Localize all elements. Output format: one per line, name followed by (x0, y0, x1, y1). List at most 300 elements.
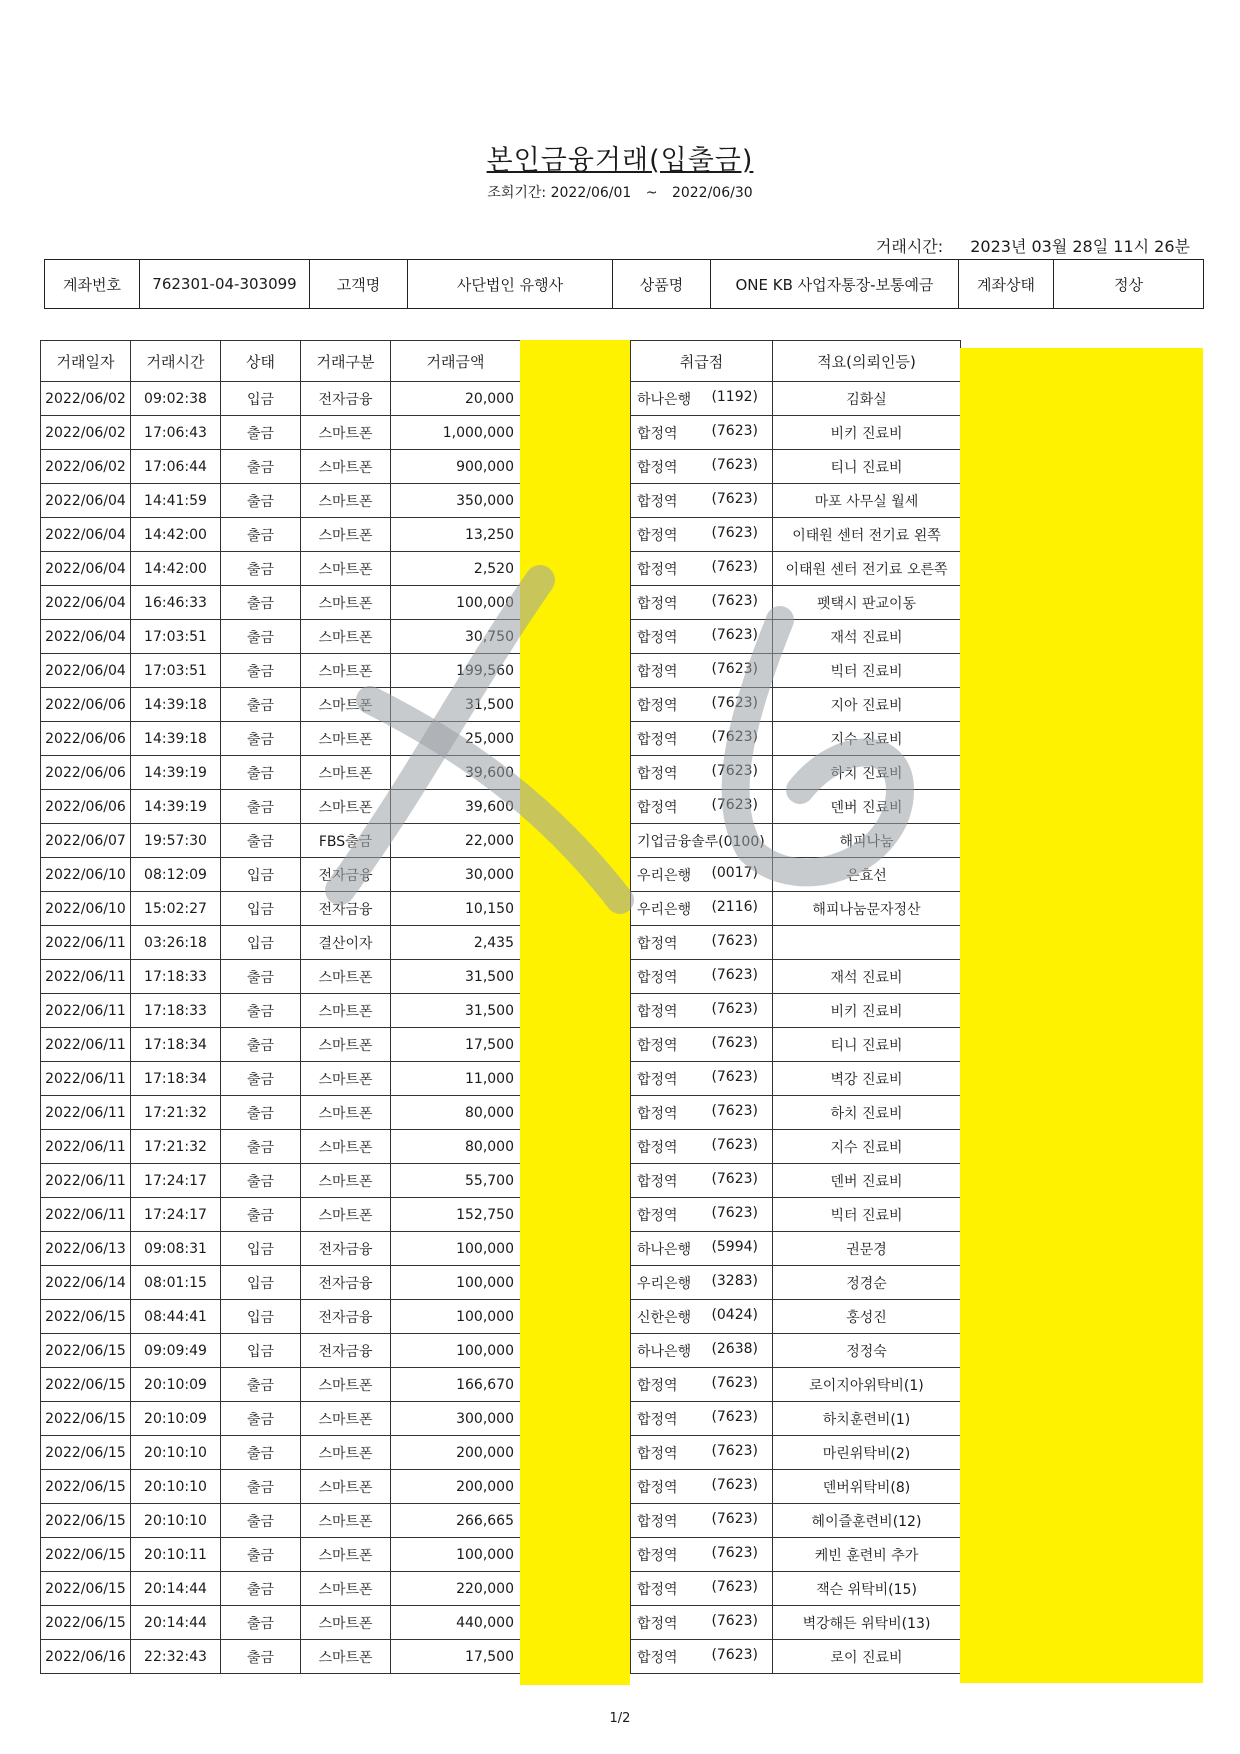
branch-cell (631, 1504, 773, 1538)
time-cell: 20:10:10 (131, 1504, 221, 1538)
amount-cell: 100,000 (391, 1334, 521, 1368)
branch-cell (631, 1640, 773, 1674)
table-row (41, 484, 521, 518)
memo-cell: 정경순 (773, 1266, 961, 1300)
time-cell: 20:14:44 (131, 1572, 221, 1606)
branch-name: 합정역 (637, 493, 678, 510)
table-row (41, 1504, 521, 1538)
branch-wrap (631, 1443, 772, 1463)
memo-cell: 지아 진료비 (773, 688, 961, 722)
branch-cell (631, 1130, 773, 1164)
date-cell: 2022/06/13 (41, 1232, 131, 1266)
table-row (631, 1198, 961, 1232)
type-cell: 스마트폰 (301, 960, 391, 994)
branch-wrap (631, 967, 772, 987)
time-cell: 03:26:18 (131, 926, 221, 960)
branch-code: (7623) (711, 762, 758, 779)
branch-code: (7623) (711, 660, 758, 677)
table-row (41, 1130, 521, 1164)
period-label: 조회기간: (487, 185, 547, 201)
type-cell: 스마트폰 (301, 1198, 391, 1232)
table-row (41, 1096, 521, 1130)
branch-wrap (631, 729, 772, 749)
branch-name: 합정역 (637, 1615, 678, 1632)
status-cell: 입금 (221, 1300, 301, 1334)
branch-code: (7623) (711, 1068, 758, 1085)
amount-cell: 350,000 (391, 484, 521, 518)
time-cell: 17:18:34 (131, 1028, 221, 1062)
branch-code: (7623) (711, 1374, 758, 1391)
header-cell: 거래일자 (41, 341, 131, 382)
date-cell: 2022/06/02 (41, 450, 131, 484)
table-row (41, 858, 521, 892)
type-cell: 스마트폰 (301, 790, 391, 824)
branch-code: (7623) (711, 490, 758, 507)
table-row (41, 1232, 521, 1266)
amount-cell: 440,000 (391, 1606, 521, 1640)
branch-cell (631, 518, 773, 552)
customer-name: 사단법인 유행사 (408, 260, 613, 309)
time-cell: 20:14:44 (131, 1606, 221, 1640)
branch-code: (7623) (711, 1544, 758, 1561)
table-row (41, 824, 521, 858)
status-cell: 출금 (221, 790, 301, 824)
table-row (631, 1504, 961, 1538)
amount-cell: 100,000 (391, 1538, 521, 1572)
product-label: 상품명 (613, 260, 711, 309)
branch-name: 합정역 (637, 561, 678, 578)
status-cell: 출금 (221, 1470, 301, 1504)
type-cell: 스마트폰 (301, 1028, 391, 1062)
type-cell: 전자금융 (301, 858, 391, 892)
time-cell: 08:12:09 (131, 858, 221, 892)
time-cell: 17:18:34 (131, 1062, 221, 1096)
type-cell: 스마트폰 (301, 1572, 391, 1606)
header-cell: 상태 (221, 341, 301, 382)
type-cell: 전자금융 (301, 892, 391, 926)
time-cell: 14:41:59 (131, 484, 221, 518)
amount-cell: 100,000 (391, 1232, 521, 1266)
time-cell: 14:39:19 (131, 756, 221, 790)
table-row (41, 1402, 521, 1436)
branch-code: (7623) (711, 558, 758, 575)
branch-cell (631, 1096, 773, 1130)
branch-cell (631, 450, 773, 484)
time-cell: 14:39:19 (131, 790, 221, 824)
amount-cell: 152,750 (391, 1198, 521, 1232)
header-cell: 거래시간 (131, 341, 221, 382)
status-cell: 출금 (221, 1062, 301, 1096)
table-row (41, 722, 521, 756)
branch-code: (7623) (711, 1442, 758, 1459)
redaction-block-right (960, 348, 1203, 1683)
status-cell: 출금 (221, 994, 301, 1028)
table-row (41, 450, 521, 484)
table-row (41, 1640, 521, 1674)
branch-cell (631, 892, 773, 926)
type-cell: 스마트폰 (301, 518, 391, 552)
table-row (631, 994, 961, 1028)
branch-name: 합정역 (637, 799, 678, 816)
type-cell: 스마트폰 (301, 654, 391, 688)
table-row (631, 1402, 961, 1436)
branch-code: (7623) (711, 1408, 758, 1425)
amount-cell: 100,000 (391, 1266, 521, 1300)
table-row (41, 1368, 521, 1402)
status-cell: 출금 (221, 688, 301, 722)
time-cell: 20:10:11 (131, 1538, 221, 1572)
type-cell: 스마트폰 (301, 1470, 391, 1504)
time-cell: 20:10:10 (131, 1470, 221, 1504)
date-cell: 2022/06/04 (41, 552, 131, 586)
transaction-table-right (630, 340, 961, 1674)
status-cell: 출금 (221, 824, 301, 858)
date-cell: 2022/06/15 (41, 1606, 131, 1640)
branch-code: (7623) (711, 932, 758, 949)
table-row (631, 926, 961, 960)
branch-cell (631, 1062, 773, 1096)
amount-cell: 100,000 (391, 586, 521, 620)
branch-name: 합정역 (637, 1513, 678, 1530)
amount-cell: 166,670 (391, 1368, 521, 1402)
amount-cell: 30,750 (391, 620, 521, 654)
table-row (41, 892, 521, 926)
branch-wrap (631, 525, 772, 545)
status-cell: 출금 (221, 620, 301, 654)
branch-wrap (631, 1069, 772, 1089)
table-row (631, 450, 961, 484)
amount-cell: 80,000 (391, 1096, 521, 1130)
memo-cell: 하치 진료비 (773, 756, 961, 790)
table-row (631, 1470, 961, 1504)
branch-wrap (631, 1035, 772, 1055)
branch-name: 합정역 (637, 1037, 678, 1054)
branch-wrap (631, 491, 772, 511)
branch-cell (631, 1368, 773, 1402)
branch-name: 합정역 (637, 1105, 678, 1122)
branch-name: 합정역 (637, 1377, 678, 1394)
table-row (41, 620, 521, 654)
table-row (41, 1538, 521, 1572)
branch-wrap (631, 1375, 772, 1395)
branch-name: 우리은행 (637, 867, 692, 884)
branch-name: 합정역 (637, 595, 678, 612)
branch-name: 합정역 (637, 1547, 678, 1564)
transaction-table-left (40, 340, 521, 1674)
branch-code: (7623) (711, 1646, 758, 1663)
status-cell: 출금 (221, 1436, 301, 1470)
status-cell: 출금 (221, 586, 301, 620)
date-cell: 2022/06/16 (41, 1640, 131, 1674)
memo-cell: 재석 진료비 (773, 960, 961, 994)
branch-wrap (631, 1613, 772, 1633)
memo-cell: 지수 진료비 (773, 1130, 961, 1164)
date-cell: 2022/06/15 (41, 1470, 131, 1504)
time-cell: 14:39:18 (131, 722, 221, 756)
time-cell: 17:21:32 (131, 1130, 221, 1164)
status-cell: 출금 (221, 1538, 301, 1572)
memo-cell (773, 926, 961, 960)
table-row (631, 1164, 961, 1198)
table-row (41, 926, 521, 960)
type-cell: 스마트폰 (301, 688, 391, 722)
table-row (631, 552, 961, 586)
type-cell: 전자금융 (301, 1334, 391, 1368)
time-cell: 08:44:41 (131, 1300, 221, 1334)
branch-cell (631, 586, 773, 620)
type-cell: 스마트폰 (301, 994, 391, 1028)
branch-cell (631, 960, 773, 994)
table-row (631, 620, 961, 654)
branch-wrap (631, 865, 772, 885)
type-cell: 스마트폰 (301, 416, 391, 450)
table-row (631, 484, 961, 518)
status-cell: 출금 (221, 1130, 301, 1164)
branch-name: 합정역 (637, 1207, 678, 1224)
time-cell: 17:24:17 (131, 1198, 221, 1232)
branch-code: (7623) (711, 422, 758, 439)
branch-cell (631, 1164, 773, 1198)
branch-name: 하나은행 (637, 1241, 692, 1258)
branch-code: (7623) (711, 524, 758, 541)
branch-code: (7623) (711, 1476, 758, 1493)
table-row (41, 1062, 521, 1096)
date-cell: 2022/06/02 (41, 416, 131, 450)
table-row (631, 756, 961, 790)
status-cell: 출금 (221, 756, 301, 790)
date-cell: 2022/06/11 (41, 1096, 131, 1130)
amount-cell: 266,665 (391, 1504, 521, 1538)
date-cell: 2022/06/04 (41, 586, 131, 620)
branch-wrap (631, 1511, 772, 1531)
table-row (631, 858, 961, 892)
branch-code: (7623) (711, 1136, 758, 1153)
memo-cell: 잭슨 위탁비(15) (773, 1572, 961, 1606)
memo-cell: 하치 진료비 (773, 1096, 961, 1130)
period-to: 2022/06/30 (671, 185, 753, 201)
amount-cell: 17,500 (391, 1640, 521, 1674)
memo-cell: 정정숙 (773, 1334, 961, 1368)
time-cell: 09:09:49 (131, 1334, 221, 1368)
branch-code: (7623) (711, 1578, 758, 1595)
branch-name: 하나은행 (637, 1343, 692, 1360)
query-period (0, 182, 1240, 202)
date-cell: 2022/06/11 (41, 926, 131, 960)
time-cell: 20:10:09 (131, 1402, 221, 1436)
branch-cell (631, 722, 773, 756)
date-cell: 2022/06/06 (41, 688, 131, 722)
table-row (631, 1334, 961, 1368)
branch-cell (631, 1606, 773, 1640)
status-cell: 출금 (221, 1640, 301, 1674)
branch-name: 하나은행 (637, 391, 692, 408)
branch-cell (631, 1402, 773, 1436)
table-row (631, 1606, 961, 1640)
branch-code: (0424) (711, 1306, 758, 1323)
type-cell: 스마트폰 (301, 586, 391, 620)
date-cell: 2022/06/11 (41, 1164, 131, 1198)
table-row (41, 382, 521, 416)
status-cell: 입금 (221, 382, 301, 416)
table-row (41, 518, 521, 552)
table-row (631, 586, 961, 620)
table-row (41, 1572, 521, 1606)
type-cell: 스마트폰 (301, 756, 391, 790)
branch-name: 우리은행 (637, 1275, 692, 1292)
status-cell: 출금 (221, 1164, 301, 1198)
amount-cell: 55,700 (391, 1164, 521, 1198)
time-cell: 17:06:44 (131, 450, 221, 484)
branch-wrap (631, 423, 772, 443)
branch-wrap (631, 1137, 772, 1157)
branch-code: (7623) (711, 1000, 758, 1017)
table-row (631, 960, 961, 994)
customer-label: 고객명 (310, 260, 408, 309)
time-cell: 19:57:30 (131, 824, 221, 858)
memo-cell: 케빈 훈련비 추가 (773, 1538, 961, 1572)
amount-cell: 17,500 (391, 1028, 521, 1062)
table-row (631, 1572, 961, 1606)
header-cell: 거래구분 (301, 341, 391, 382)
memo-cell: 마포 사무실 월세 (773, 484, 961, 518)
status-cell: 입금 (221, 1266, 301, 1300)
memo-cell: 헤이즐훈련비(12) (773, 1504, 961, 1538)
amount-cell: 20,000 (391, 382, 521, 416)
status-cell: 출금 (221, 450, 301, 484)
time-cell: 20:10:09 (131, 1368, 221, 1402)
branch-name: 합정역 (637, 1479, 678, 1496)
header-cell: 거래금액 (391, 341, 521, 382)
time-cell: 17:03:51 (131, 620, 221, 654)
table-row (631, 1300, 961, 1334)
branch-cell (631, 790, 773, 824)
amount-cell: 100,000 (391, 1300, 521, 1334)
branch-name: 기업금융솔루(0100) (637, 833, 765, 850)
date-cell: 2022/06/11 (41, 1130, 131, 1164)
date-cell: 2022/06/15 (41, 1504, 131, 1538)
table-row (631, 416, 961, 450)
branch-name: 합정역 (637, 765, 678, 782)
branch-wrap (631, 627, 772, 647)
table-row (41, 1164, 521, 1198)
date-cell: 2022/06/15 (41, 1572, 131, 1606)
memo-cell: 덴버 진료비 (773, 790, 961, 824)
time-cell: 09:02:38 (131, 382, 221, 416)
transaction-time-value: 2023년 03월 28일 11시 26분 (970, 237, 1190, 256)
branch-wrap (631, 1103, 772, 1123)
branch-cell (631, 824, 773, 858)
status-cell: 출금 (221, 1606, 301, 1640)
memo-cell: 지수 진료비 (773, 722, 961, 756)
date-cell: 2022/06/15 (41, 1334, 131, 1368)
status-cell: 출금 (221, 1028, 301, 1062)
branch-code: (7623) (711, 694, 758, 711)
date-cell: 2022/06/15 (41, 1538, 131, 1572)
date-cell: 2022/06/15 (41, 1368, 131, 1402)
table-row (631, 722, 961, 756)
memo-cell: 은효선 (773, 858, 961, 892)
table-row (631, 382, 961, 416)
type-cell: 스마트폰 (301, 1436, 391, 1470)
account-info-table (44, 259, 1204, 309)
time-cell: 17:21:32 (131, 1096, 221, 1130)
branch-cell (631, 1572, 773, 1606)
amount-cell: 199,560 (391, 654, 521, 688)
type-cell: 스마트폰 (301, 484, 391, 518)
branch-cell (631, 858, 773, 892)
status-cell: 입금 (221, 858, 301, 892)
memo-cell: 벽강 진료비 (773, 1062, 961, 1096)
branch-cell (631, 1470, 773, 1504)
time-cell: 17:06:43 (131, 416, 221, 450)
branch-cell (631, 484, 773, 518)
date-cell: 2022/06/15 (41, 1436, 131, 1470)
branch-wrap (631, 797, 772, 817)
time-cell: 08:01:15 (131, 1266, 221, 1300)
date-cell: 2022/06/14 (41, 1266, 131, 1300)
memo-cell: 이태원 센터 전기료 오른쪽 (773, 552, 961, 586)
table-row (41, 416, 521, 450)
date-cell: 2022/06/10 (41, 892, 131, 926)
memo-cell: 김화실 (773, 382, 961, 416)
branch-code: (7623) (711, 1204, 758, 1221)
branch-name: 합정역 (637, 629, 678, 646)
type-cell: 전자금융 (301, 1266, 391, 1300)
branch-code: (7623) (711, 728, 758, 745)
table-row (631, 1062, 961, 1096)
memo-cell: 마린위탁비(2) (773, 1436, 961, 1470)
status-cell: 입금 (221, 926, 301, 960)
table-row (631, 1436, 961, 1470)
table-row (631, 1232, 961, 1266)
amount-cell: 10,150 (391, 892, 521, 926)
branch-cell (631, 688, 773, 722)
status-cell: 출금 (221, 1368, 301, 1402)
memo-cell: 홍성진 (773, 1300, 961, 1334)
amount-cell: 31,500 (391, 960, 521, 994)
branch-name: 합정역 (637, 1581, 678, 1598)
type-cell: FBS출금 (301, 824, 391, 858)
amount-cell: 11,000 (391, 1062, 521, 1096)
date-cell: 2022/06/07 (41, 824, 131, 858)
date-cell: 2022/06/11 (41, 960, 131, 994)
date-cell: 2022/06/04 (41, 654, 131, 688)
branch-name: 합정역 (637, 731, 678, 748)
status-cell: 출금 (221, 1198, 301, 1232)
date-cell: 2022/06/02 (41, 382, 131, 416)
memo-cell: 빅터 진료비 (773, 654, 961, 688)
branch-wrap (631, 1579, 772, 1599)
branch-code: (7623) (711, 1034, 758, 1051)
time-cell: 09:08:31 (131, 1232, 221, 1266)
table-row (41, 1436, 521, 1470)
time-cell: 16:46:33 (131, 586, 221, 620)
amount-cell: 200,000 (391, 1470, 521, 1504)
amount-cell: 22,000 (391, 824, 521, 858)
type-cell: 전자금융 (301, 1232, 391, 1266)
redaction-block-middle (520, 340, 630, 1685)
type-cell: 스마트폰 (301, 1504, 391, 1538)
amount-cell: 200,000 (391, 1436, 521, 1470)
branch-wrap (631, 593, 772, 613)
header-cell: 적요(의뢰인등) (773, 341, 961, 382)
status-cell: 출금 (221, 518, 301, 552)
table-row (631, 1096, 961, 1130)
branch-code: (7623) (711, 626, 758, 643)
time-cell: 15:02:27 (131, 892, 221, 926)
table-row (41, 1028, 521, 1062)
branch-code: (2116) (711, 898, 758, 915)
